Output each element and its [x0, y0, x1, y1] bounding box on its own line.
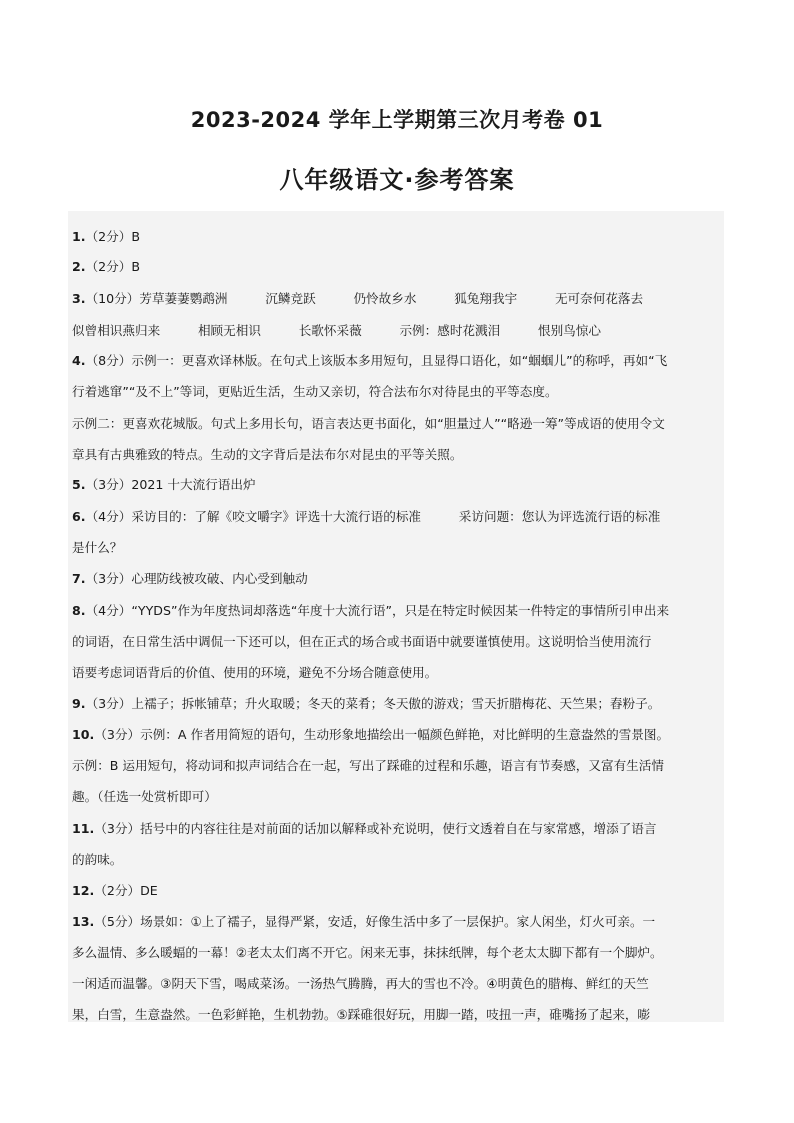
answer-line-17 — [72, 725, 722, 745]
page-subtitle: 八年级语文·参考答案 — [279, 166, 515, 194]
answer-line-2 — [72, 257, 722, 277]
answer-text: （3分）括号中的内容往往是对前面的话加以解释或补充说明，使行文透着自在与家常感，增添了语言 — [94, 821, 657, 836]
question-number: 7. — [72, 571, 86, 586]
answer-line-5 — [72, 351, 722, 371]
answer-line-12 — [72, 569, 722, 589]
answer-line-3 — [72, 289, 722, 309]
answer-line-19 — [72, 787, 722, 807]
answer-text: （8分）示例一：更喜欢译林版。在句式上该版本多用短句，且显得口语化，如“蝈蝈儿”的称呼，再如“飞 — [85, 353, 668, 368]
answer-text: （3分）2021 十大流行语出炉 — [85, 477, 256, 492]
answer-line-7 — [72, 414, 722, 434]
answer-text: 示例二：更喜欢花城版。句式上多用长句，语言表达更书面化，如“胆量过人”“略逊一筹”等成语的使用令文 — [72, 416, 665, 431]
answer-text: （5分）场景如：①上了襦子，显得严紧，安适，好像生活中多了一层保护。家人闲坐，灯火可亲。一 — [94, 914, 656, 929]
answer-line-10 — [72, 507, 722, 527]
answer-line-21 — [72, 850, 722, 870]
question-number: 1. — [72, 229, 86, 244]
answer-line-26 — [72, 1005, 722, 1022]
answer-text: 行着逃窜”“及不上”等词，更贴近生活，生动又亲切，符合法布尔对待昆虫的平等态度。 — [72, 384, 558, 399]
answer-text: 多么温情、多么暖蝠的一幕！②老太太们离不开它。闲来无事，抹抹纸牌，每个老太太脚下都有一个脚炉。 — [72, 945, 663, 960]
answer-text: （2分）DE — [94, 883, 158, 898]
answer-line-13 — [72, 601, 722, 621]
question-number: 2. — [72, 259, 86, 274]
question-number: 13. — [72, 914, 95, 929]
answer-text: 趣。（任选一处赏析即可） — [72, 789, 217, 804]
answer-text: 的韵味。 — [72, 852, 123, 867]
answer-line-14 — [72, 632, 722, 652]
answer-line-24 — [72, 943, 722, 963]
question-number: 4. — [72, 353, 86, 368]
answer-line-4 — [72, 321, 722, 341]
question-number: 12. — [72, 883, 95, 898]
question-number: 9. — [72, 696, 86, 711]
answer-line-16 — [72, 694, 722, 714]
answer-line-23 — [72, 912, 722, 932]
question-number: 3. — [72, 291, 86, 306]
answer-text: （4分）“YYDS”作为年度热词却落选“年度十大流行语”，只是在特定时候因某一件特定的事情所引申出来 — [85, 603, 670, 618]
answer-text: 一闲适而温馨。③阴天下雪，喝咸菜汤。一汤热气腾腾，再大的雪也不冷。④明黄色的腊梅、鲜红的天竺 — [72, 976, 649, 991]
answer-content — [68, 211, 724, 1022]
answer-text: （2分）B — [85, 229, 140, 244]
answer-text: 果，白雪，生意盎然。一色彩鲜艳，生机勃勃。⑤踩碓很好玩，用脚一踏，吱扭一声，碓嘴扬了起来，嘭 — [72, 1007, 651, 1022]
question-number: 6. — [72, 509, 86, 524]
answer-line-25 — [72, 974, 722, 994]
answer-text: （2分）B — [85, 259, 140, 274]
answer-text: （3分）示例：A 作者用简短的语句，生动形象地描绘出一幅颜色鲜艳，对比鲜明的生意盎然的雪景图。 — [94, 727, 670, 742]
page-title: 2023-2024 学年上学期第三次月考卷 01 — [190, 108, 604, 132]
answer-text: 章具有古典雅致的特点。生动的文字背后是法布尔对昆虫的平等关照。 — [72, 447, 463, 462]
answer-text: 语要考虑词语背后的价值、使用的环境，避免不分场合随意使用。 — [72, 665, 438, 680]
question-number: 8. — [72, 603, 86, 618]
answer-line-22 — [72, 881, 722, 901]
answer-text: （3分）心理防线被攻破、内心受到触动 — [85, 571, 308, 586]
answer-line-11 — [72, 538, 722, 558]
answer-text: 示例：B 运用短句，将动词和拟声词结合在一起，写出了踩碓的过程和乐趣，语言有节奏感，又富有生活情 — [72, 758, 664, 773]
question-number: 11. — [72, 821, 95, 836]
answer-text: 是什么？ — [72, 540, 123, 555]
answer-line-18 — [72, 756, 722, 776]
answer-text: 的词语，在日常生活中调侃一下还可以，但在正式的场合或书面语中就要谨慎使用。这说明恰当使用流行 — [72, 634, 652, 649]
answer-line-20 — [72, 819, 722, 839]
answer-text: （4分）采访目的：了解《咬文嚼字》评选十大流行语的标准 采访问题：您认为评选流行语的标准 — [85, 509, 661, 524]
answer-line-15 — [72, 663, 722, 683]
answer-line-6 — [72, 382, 722, 402]
answer-line-9 — [72, 475, 722, 495]
answer-line-1 — [72, 227, 722, 247]
answer-line-8 — [72, 445, 722, 465]
answer-text: 似曾相识燕归来 相顾无相识 长歌怀采薇 示例：感时花溅泪 恨别鸟惊心 — [72, 323, 601, 338]
question-number: 10. — [72, 727, 95, 742]
question-number: 5. — [72, 477, 86, 492]
answer-text: （3分）上襦子；拆帐铺草；升火取暖；冬天的菜肴；冬天傲的游戏；雪天折腊梅花、天竺果；舂粉子。 — [85, 696, 661, 711]
answer-text: （10分）芳草萋萋鹦鹉洲 沉鳞竞跃 仍怜故乡水 狐兔翔我宇 无可奈何花落去 — [85, 291, 644, 306]
